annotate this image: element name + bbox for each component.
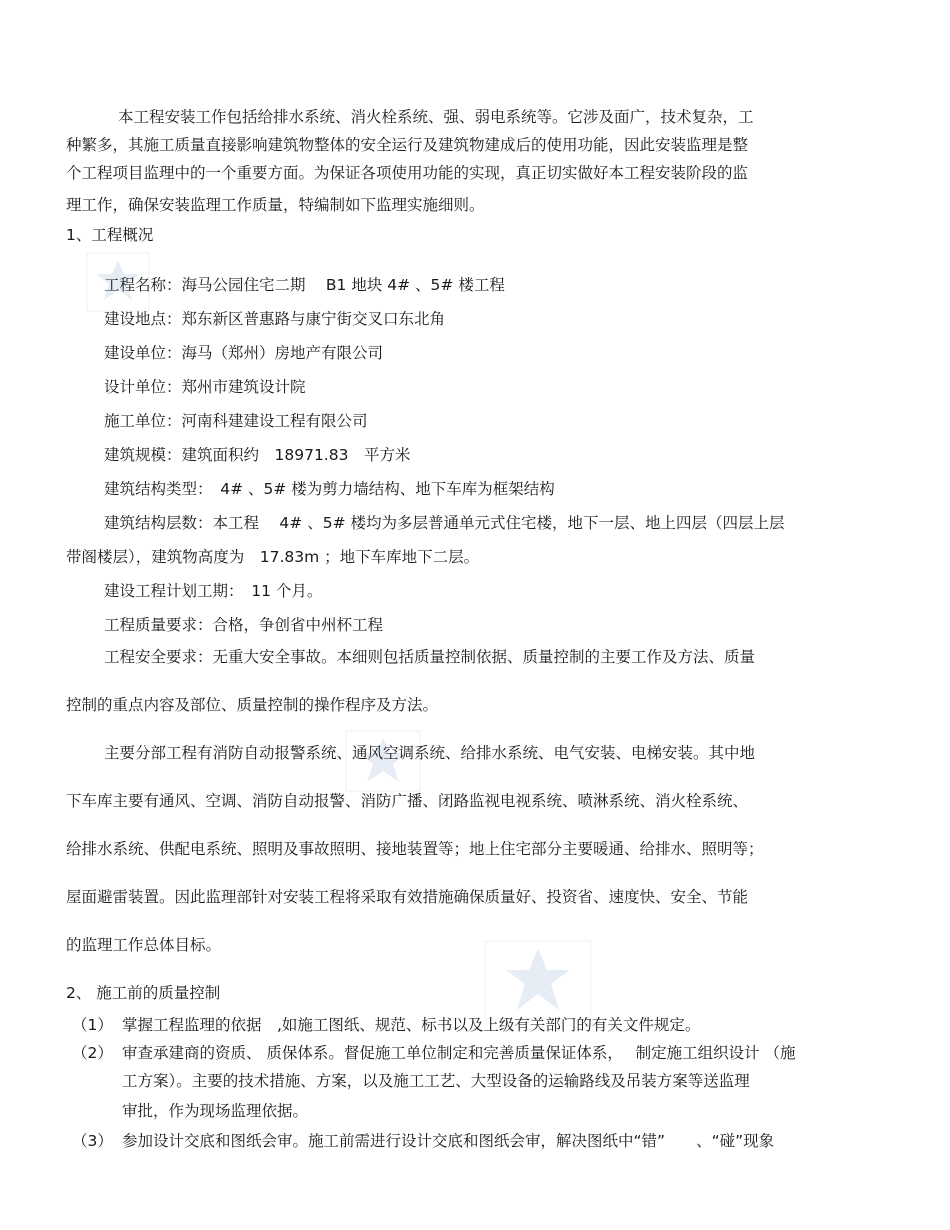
overview-item: 建设单位：海马（郑州）房地产有限公司 xyxy=(104,344,384,362)
scope-line: 屋面避雷装置。因此监理部针对安装工程将采取有效措施确保质量好、投资省、速度快、安全、节能 xyxy=(66,888,749,906)
overview-item: 设计单位：郑州市建筑设计院 xyxy=(104,378,306,396)
list-item-text: 工方案）。主要的技术措施、方案，以及施工工艺、大型设备的运输路线及吊装方案等送监理 xyxy=(122,1072,750,1090)
overview-item: 工程安全要求：无重大安全事故。本细则包括质量控制依据、质量控制的主要工作及方法、质量 xyxy=(104,648,756,666)
list-item-text: 审批，作为现场监理依据。 xyxy=(122,1102,309,1120)
list-item-text: 审查承建商的资质、 质保体系。督促施工单位制定和完善质量保证体系， 制定施工组织设计 （施 xyxy=(122,1044,796,1062)
list-item-text: 参加设计交底和图纸会审。施工前需进行设计交底和图纸会审，解决图纸中“错” 、“碰”现象 xyxy=(122,1132,775,1150)
intro-line: 种繁多，其施工质量直接影响建筑物整体的安全运行及建筑物建成后的使用功能，因此安装监理是整 xyxy=(66,136,749,154)
overview-item: 施工单位：河南科建建设工程有限公司 xyxy=(104,412,368,430)
list-number: （2） xyxy=(72,1044,113,1062)
list-number: （1） xyxy=(72,1016,113,1034)
scope-line: 的监理工作总体目标。 xyxy=(66,936,222,954)
overview-item: 建筑结构层数：本工程 4# 、5# 楼均为多层普通单元式住宅楼，地下一层、地上四层（四层上层 xyxy=(104,514,785,532)
list-item-text: 掌握工程监理的依据 ,如施工图纸、规范、标书以及上级有关部门的有关文件规定。 xyxy=(122,1016,701,1034)
scope-line: 下车库主要有通风、空调、消防自动报警、消防广播、闭路监视电视系统、喷淋系统、消火栓系统、 xyxy=(66,792,749,810)
overview-item: 建设工程计划工期： 11 个月。 xyxy=(104,582,323,600)
watermark-logo xyxy=(484,940,592,1020)
overview-item: 控制的重点内容及部位、质量控制的操作程序及方法。 xyxy=(66,696,439,714)
scope-line: 主要分部工程有消防自动报警系统、通风空调系统、给排水系统、电气安装、电梯安装。其中地 xyxy=(104,744,756,762)
intro-line: 本工程安装工作包括给排水系统、消火栓系统、强、弱电系统等。它涉及面广，技术复杂，工 xyxy=(118,108,754,126)
overview-item: 工程名称：海马公园住宅二期 B1 地块 4# 、5# 楼工程 xyxy=(104,276,505,294)
scope-line: 给排水系统、供配电系统、照明及事故照明、接地装置等；地上住宅部分主要暖通、给排水、照明等； xyxy=(66,840,764,858)
intro-line: 理工作，确保安装监理工作质量，特编制如下监理实施细则。 xyxy=(66,196,485,214)
section-heading: 2、 施工前的质量控制 xyxy=(66,984,221,1002)
intro-line: 个工程项目监理中的一个重要方面。为保证各项使用功能的实现，真正切实做好本工程安装阶段的监 xyxy=(66,164,749,182)
overview-item: 建筑结构类型： 4# 、5# 楼为剪力墙结构、地下车库为框架结构 xyxy=(104,480,555,498)
list-number: （3） xyxy=(72,1132,113,1150)
overview-item: 工程质量要求：合格，争创省中州杯工程 xyxy=(104,616,384,634)
section-heading: 1、工程概况 xyxy=(66,226,154,244)
overview-item: 建设地点：郑东新区普惠路与康宁街交叉口东北角 xyxy=(104,310,446,328)
overview-item: 带阁楼层），建筑物高度为 17.83m ；地下车库地下二层。 xyxy=(66,548,480,566)
overview-item: 建筑规模：建筑面积约 18971.83 平方米 xyxy=(104,446,411,464)
